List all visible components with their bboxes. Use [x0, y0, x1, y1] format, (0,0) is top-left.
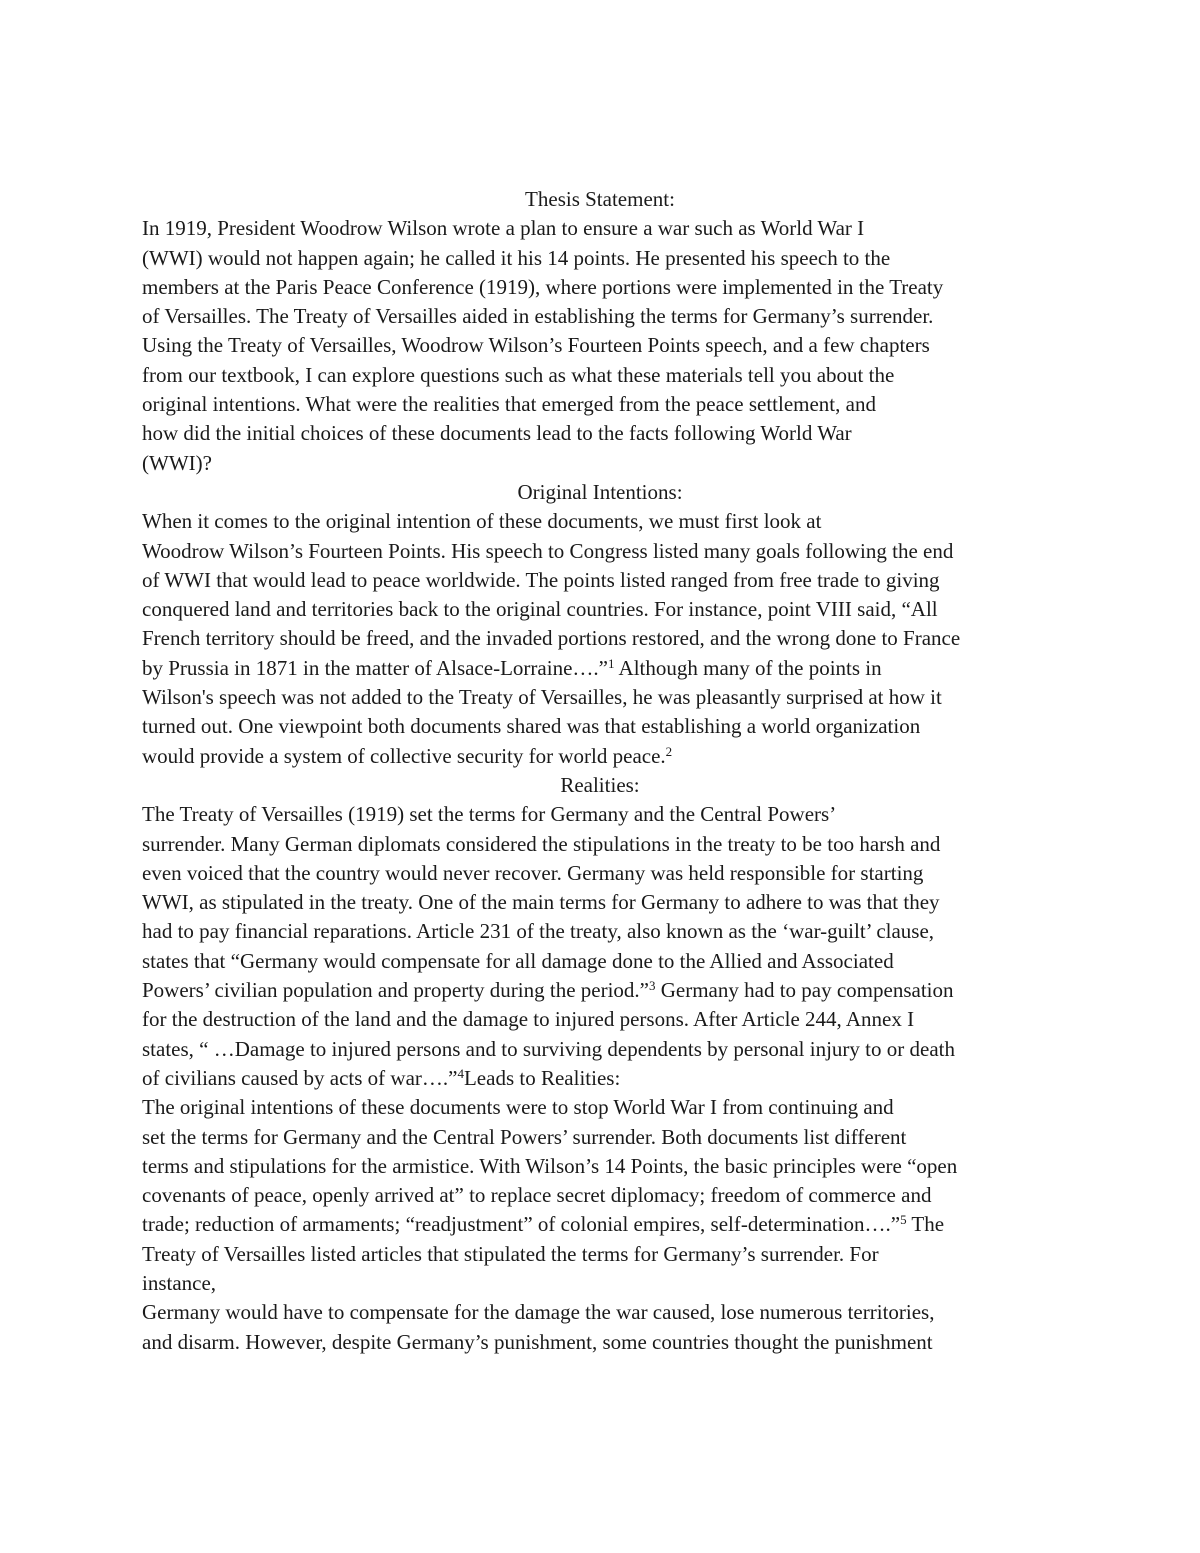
text-line: had to pay financial reparations. Article 231 of the treaty, also known as the ‘war-guilt’ clause,: [142, 919, 935, 944]
text-span: Although many of the points in: [614, 655, 882, 680]
text-line: (WWI)?: [142, 450, 212, 475]
text-line: how did the initial choices of these documents lead to the facts following World War: [142, 421, 852, 446]
text-line: [142, 654, 1062, 683]
text-span: Powers’ civilian population and property during the period.”: [142, 978, 649, 1003]
leads-heading: Leads to Realities:: [463, 1065, 621, 1090]
footnote-marker-4[interactable]: 4: [457, 1065, 464, 1081]
text-line: members at the Paris Peace Conference (1919), where portions were implemented in the Treaty: [142, 274, 944, 299]
text-line: The Treaty of Versailles (1919) set the terms for Germany and the Central Powers’: [142, 802, 837, 827]
text-line: covenants of peace, openly arrived at” to replace secret diplomacy; freedom of commerce and: [142, 1183, 932, 1208]
footnote-marker-3[interactable]: 3: [648, 978, 656, 994]
text-span: trade; reduction of armaments; “readjustment” of colonial empires, self-determination….”: [142, 1212, 901, 1237]
footnote-marker-2[interactable]: 2: [665, 743, 673, 759]
thesis-paragraph: [142, 214, 1062, 478]
text-span: The: [906, 1212, 945, 1237]
realities-paragraph: [142, 800, 1062, 1093]
intentions-heading: Original Intentions:: [517, 479, 683, 504]
footnote-marker-5[interactable]: 5: [900, 1212, 907, 1228]
intentions-paragraph: [142, 507, 1062, 771]
text-line: French territory should be freed, and the invaded portions restored, and the wrong done to France: [142, 626, 961, 651]
text-line: Treaty of Versailles listed articles that stipulated the terms for Germany’s surrender. For: [142, 1241, 879, 1266]
text-line: [142, 976, 1062, 1005]
text-line: WWI, as stipulated in the treaty. One of the main terms for Germany to adhere to was that they: [142, 890, 940, 915]
text-line: Wilson's speech was not added to the Treaty of Versailles, he was pleasantly surprised at how it: [142, 685, 942, 710]
text-line: states, “ …Damage to injured persons and to surviving dependents by personal injury to or death: [142, 1036, 955, 1061]
text-line: set the terms for Germany and the Central Powers’ surrender. Both documents list different: [142, 1124, 907, 1149]
text-line: and disarm. However, despite Germany’s punishment, some countries thought the punishment: [142, 1329, 933, 1354]
leads-paragraph: [142, 1093, 1062, 1357]
text-span: by Prussia in 1871 in the matter of Alsace-Lorraine….”: [142, 655, 608, 680]
text-line: terms and stipulations for the armistice. With Wilson’s 14 Points, the basic principles were “open: [142, 1153, 958, 1178]
text-line: (WWI) would not happen again; he called it his 14 points. He presented his speech to the: [142, 245, 891, 270]
text-line: [142, 1210, 1062, 1239]
text-span: Germany had to pay compensation: [655, 978, 954, 1003]
text-line: [142, 742, 1062, 771]
footnote-marker-1[interactable]: 1: [607, 655, 615, 671]
text-line: of WWI that would lead to peace worldwide. The points listed ranged from free trade to giving: [142, 567, 940, 592]
text-line: turned out. One viewpoint both documents shared was that establishing a world organization: [142, 714, 921, 739]
text-line: Woodrow Wilson’s Fourteen Points. His speech to Congress listed many goals following the end: [142, 538, 954, 563]
text-line: for the destruction of the land and the damage to injured persons. After Article 244, Annex I: [142, 1007, 915, 1032]
document-body: [142, 185, 1062, 1357]
text-line: The original intentions of these documents were to stop World War I from continuing and: [142, 1095, 894, 1120]
text-span: would provide a system of collective security for world peace.: [142, 743, 666, 768]
realities-heading: Realities:: [560, 772, 640, 797]
thesis-heading: Thesis Statement:: [525, 187, 675, 211]
text-line: conquered land and territories back to the original countries. For instance, point VIII said, “All: [142, 597, 938, 622]
text-line: [142, 1064, 1062, 1093]
text-span: of civilians caused by acts of war….”: [142, 1065, 458, 1090]
text-line: original intentions. What were the realities that emerged from the peace settlement, and: [142, 392, 876, 417]
text-line: Germany would have to compensate for the damage the war caused, lose numerous territories,: [142, 1300, 935, 1325]
text-line: even voiced that the country would never recover. Germany was held responsible for starting: [142, 860, 924, 885]
text-line: states that “Germany would compensate for all damage done to the Allied and Associated: [142, 948, 894, 973]
text-line: In 1919, President Woodrow Wilson wrote a plan to ensure a war such as World War I: [142, 216, 865, 241]
text-line: from our textbook, I can explore questions such as what these materials tell you about the: [142, 362, 895, 387]
text-line: instance,: [142, 1270, 217, 1295]
text-line: When it comes to the original intention of these documents, we must first look at: [142, 509, 822, 534]
text-line: of Versailles. The Treaty of Versailles aided in establishing the terms for Germany’s surrender.: [142, 304, 934, 329]
text-line: surrender. Many German diplomats considered the stipulations in the treaty to be too harsh and: [142, 831, 941, 856]
text-line: Using the Treaty of Versailles, Woodrow Wilson’s Fourteen Points speech, and a few chapters: [142, 333, 930, 358]
